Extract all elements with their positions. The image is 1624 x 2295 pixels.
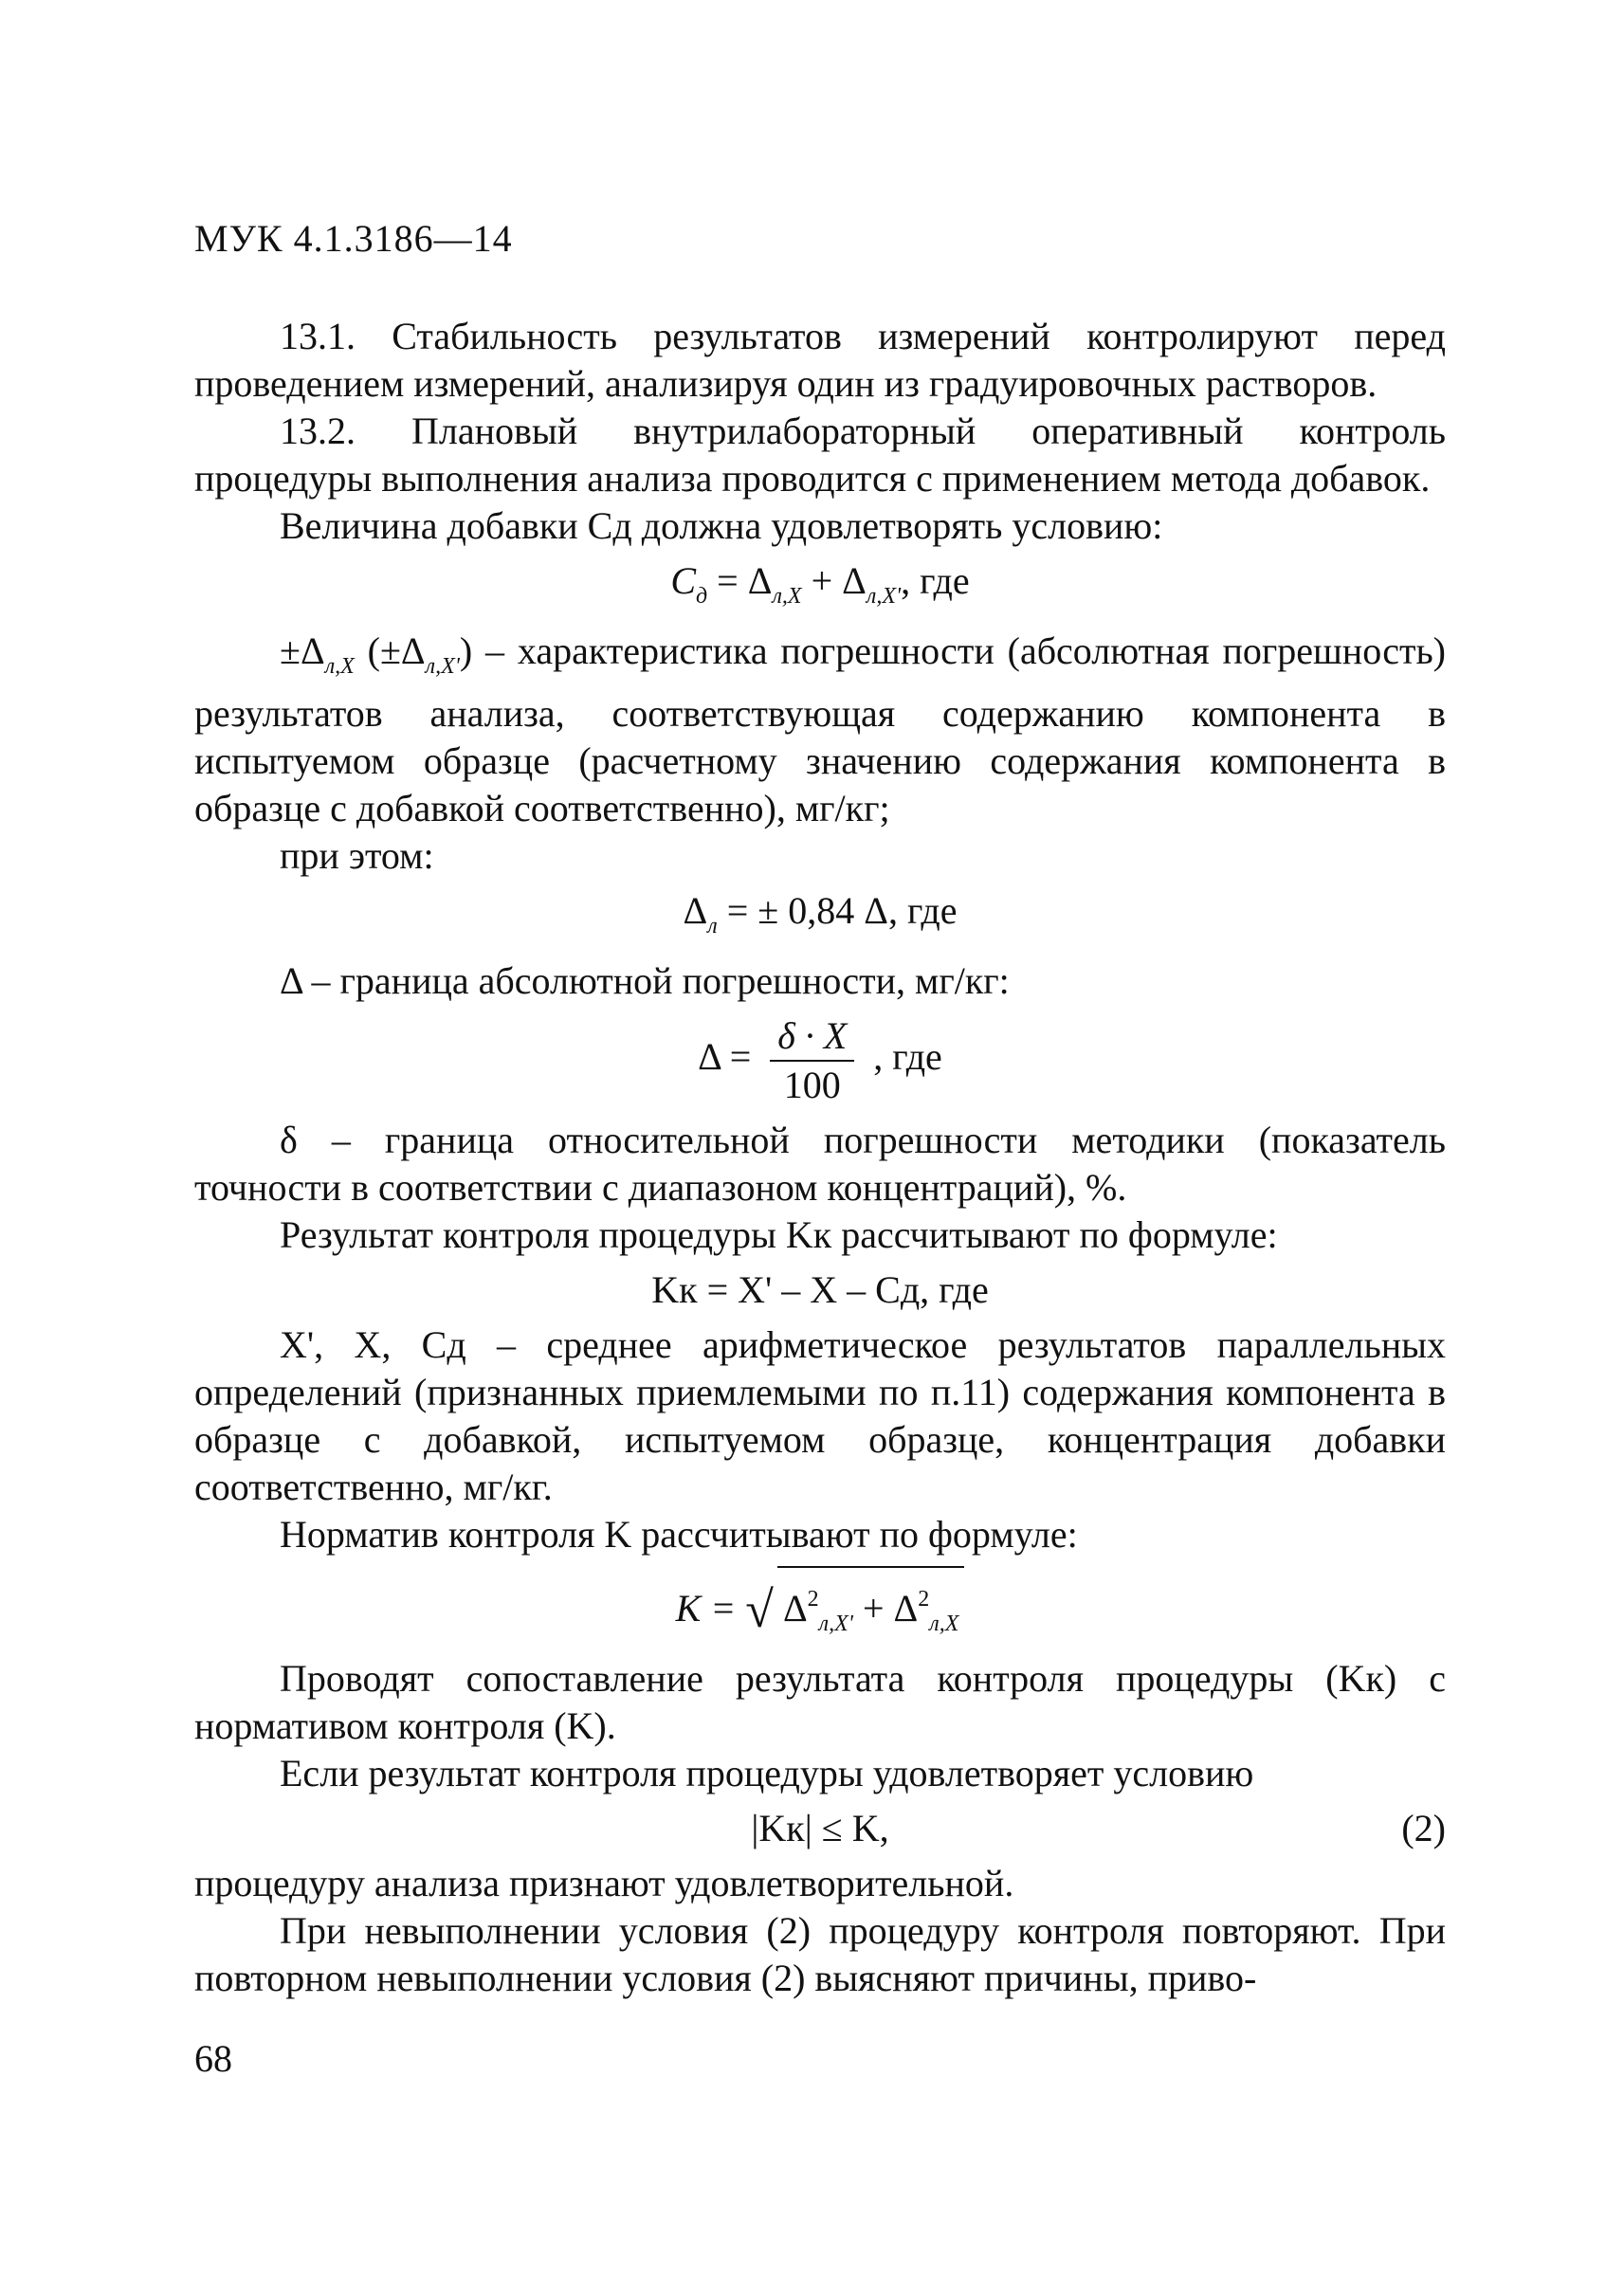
fraction-where: , где: [873, 1035, 942, 1079]
paragraph-compare: Проводят сопоставление результата контроля процедуры (Kк) с нормативом контроля (K).: [194, 1657, 1446, 1747]
paragraph-if-condition: Если результат контроля процедуры удовлетворяет условию: [280, 1752, 1254, 1794]
formula-delta-l-symbol: Δ: [683, 889, 708, 932]
paragraph-x-definition: X', X, Cд – среднее арифметическое результатов параллельных определений (признанных приемлемыми по п.11) содержания компонента в образце с добавкой, испытуемом образце, концентрация добавки соответственно, мг/кг.: [194, 1323, 1446, 1508]
delta-symbol: Δ: [300, 629, 325, 672]
document-header: МУК 4.1.3186—14: [194, 217, 513, 260]
paragraph-repeat: При невыполнении условия (2) процедуру контроля повторяют. При повторном невыполнении условия (2) выясняют причины, приво-: [194, 1909, 1446, 1999]
formula-where: , где: [901, 559, 970, 602]
equation-number: (2): [1401, 1807, 1446, 1849]
formula-eq: =: [717, 559, 739, 602]
condition-expression: |Kк| ≤ K,: [751, 1807, 889, 1849]
sqrt-delta1-sub: л,X': [818, 1612, 853, 1636]
formula-delta-l-rhs: = ± 0,84 Δ, где: [717, 889, 958, 932]
formula-delta1-sub: л,X: [772, 584, 802, 609]
paragraph-13-2: 13.2. Плановый внутрилабораторный оперативный контроль процедуры выполнения анализа проводится с применением метода добавок.: [194, 410, 1446, 500]
sqrt-delta2-sub: л,X: [929, 1612, 959, 1636]
formula-delta-l: [194, 887, 1446, 950]
page-number: 68: [194, 2037, 232, 2080]
formula-condition-2: [194, 1805, 1446, 1852]
paragraph-satisfactory: процедуру анализа признают удовлетворительной.: [194, 1862, 1014, 1904]
paragraph-rel-error: δ – граница относительной погрешности методики (показатель точности в соответствии с диапазоном концентраций), %.: [194, 1119, 1446, 1209]
fraction-denominator: 100: [783, 1064, 841, 1106]
formula-delta2-sub: л,X': [866, 584, 902, 609]
formula-k-sqrt: [194, 1566, 1446, 1648]
paragraph-abs-error: Δ – граница абсолютной погрешности, мг/кг:: [280, 959, 1010, 1002]
formula-plus: +: [811, 559, 833, 602]
paragraph-control-result: Результат контроля процедуры Kк рассчитывают по формуле:: [280, 1213, 1278, 1256]
formula-c: C: [670, 559, 697, 602]
sqrt-sign: √: [745, 1581, 774, 1638]
sqrt-delta1: Δ: [782, 1587, 808, 1630]
formula-delta-l-sub: л: [707, 914, 718, 938]
delta-definition-text: – характеристика погрешности (абсолютная погрешность) результатов анализа, соответствующая содержанию компонента в испытуемом образце (расчетному значению содержания компонента в образце с добавкой соответственно), мг/кг;: [194, 629, 1447, 829]
paragraph-delta-definition: [194, 628, 1446, 832]
document-body: [194, 313, 1446, 2002]
sqrt-delta2-sup: 2: [918, 1587, 930, 1612]
paragraph-norm: Норматив контроля K рассчитывают по формуле:: [280, 1513, 1078, 1556]
sqrt-plus: +: [862, 1587, 885, 1630]
k-lhs: K =: [675, 1587, 737, 1630]
sqrt-delta2: Δ: [893, 1587, 919, 1630]
paragraph-additive: Величина добавки Cд должна удовлетворять условию:: [280, 504, 1163, 547]
formula-kk: Kк = X' – X – Cд, где: [651, 1268, 989, 1311]
formula-c-sub: д: [696, 584, 708, 609]
sqrt-delta1-sup: 2: [807, 1587, 819, 1612]
paragraph-with-this: при этом:: [280, 834, 434, 877]
sqrt-body: [777, 1566, 964, 1648]
pm-sign: ±: [280, 629, 301, 672]
paragraph-13-1: 13.1. Стабильность результатов измерений контролируют перед проведением измерений, анализируя один из градуировочных растворов.: [194, 315, 1446, 405]
formula-additive: [194, 557, 1446, 620]
fraction: [770, 1012, 854, 1109]
delta-sub: л,X: [324, 654, 355, 679]
delta-sub-2: л,X': [425, 654, 460, 679]
formula-delta1: Δ: [747, 559, 773, 602]
paren-close: ): [459, 629, 473, 672]
fraction-numerator: δ · X: [770, 1012, 854, 1062]
formula-delta-fraction: [194, 1012, 1446, 1109]
paren-open: (±: [367, 629, 401, 672]
fraction-lhs: Δ =: [698, 1035, 752, 1079]
delta-symbol-2: Δ: [400, 629, 426, 672]
formula-delta2: Δ: [842, 559, 867, 602]
